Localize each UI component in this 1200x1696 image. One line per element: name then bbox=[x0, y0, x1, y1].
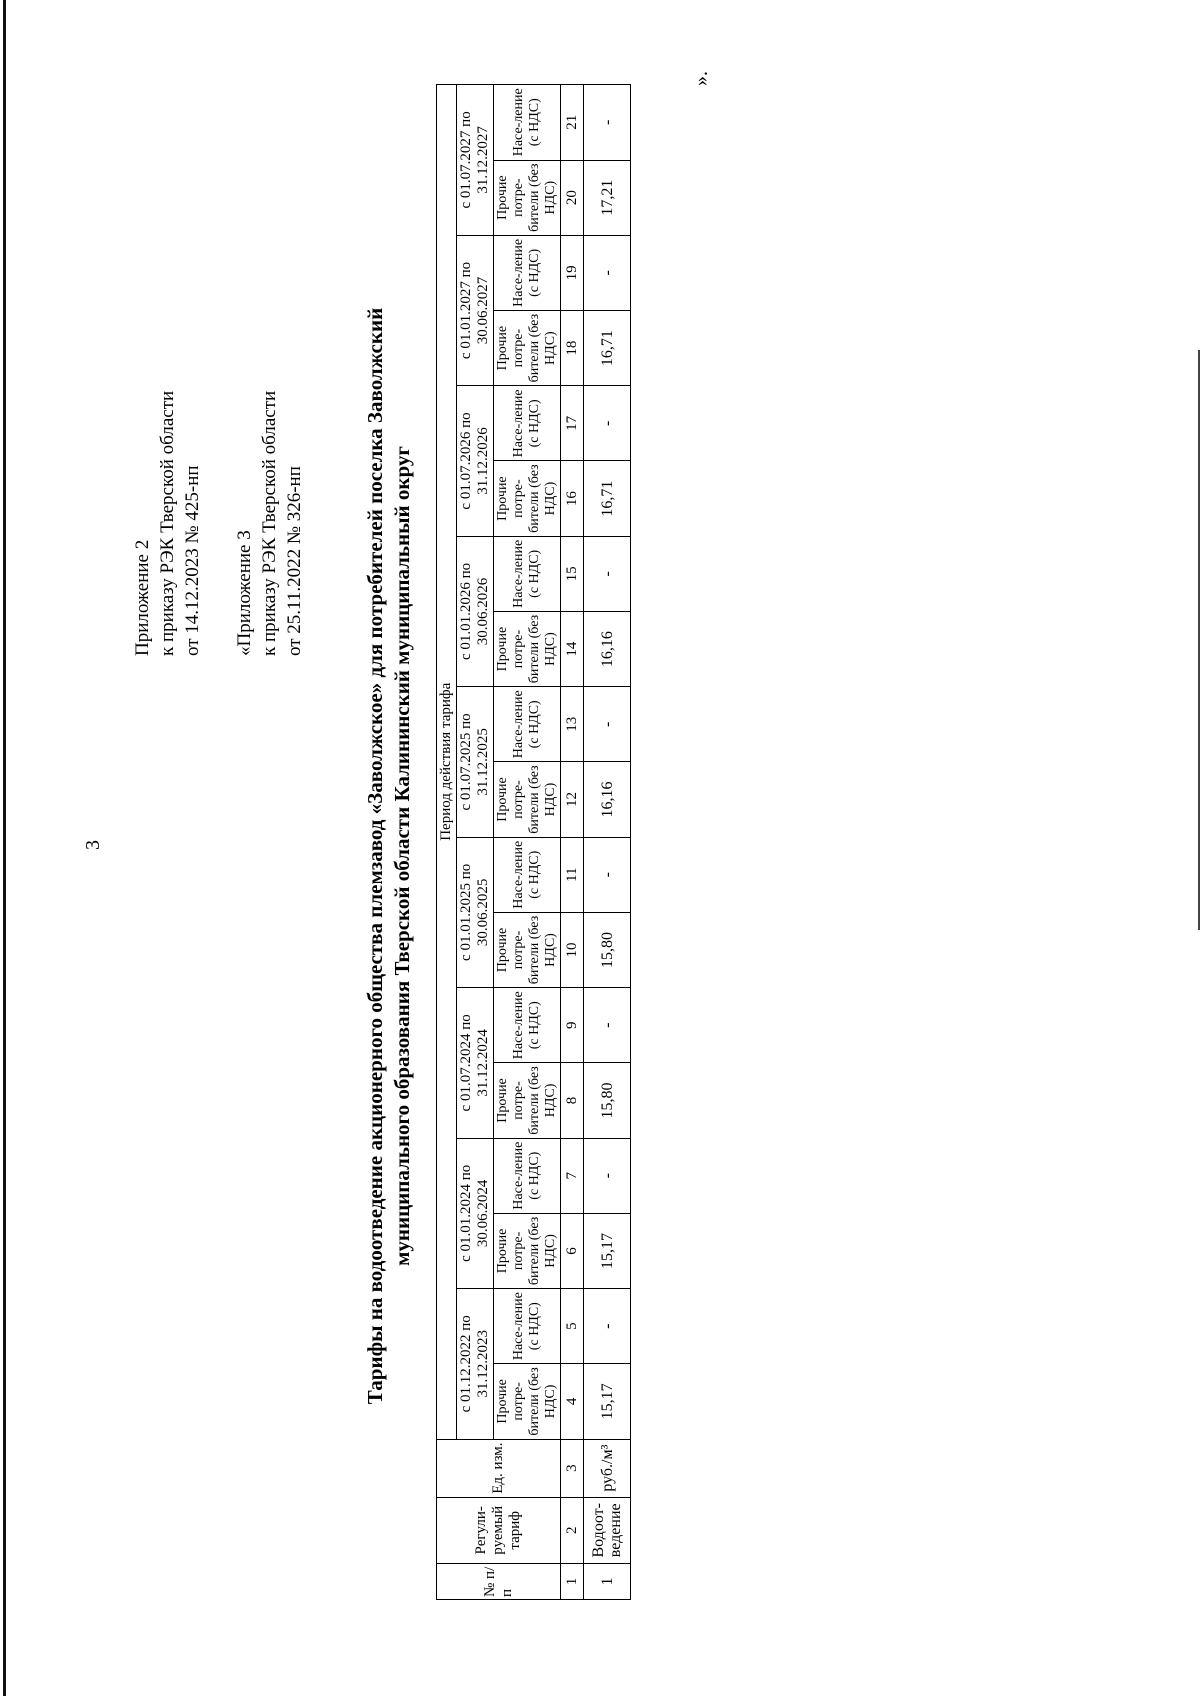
col-header-tariff: Регули-руемый тариф bbox=[437, 1497, 561, 1563]
tariff-value-cell: 15,80 bbox=[584, 1063, 631, 1138]
appendix-previous-line: «Приложение 3 bbox=[234, 530, 255, 656]
tariff-value-cell: 16,16 bbox=[584, 762, 631, 837]
column-number-cell: 11 bbox=[561, 837, 584, 912]
tariff-value-cell: - bbox=[584, 536, 631, 611]
appendix-current-line: от 14.12.2023 № 425-нп bbox=[182, 465, 203, 656]
tariff-value-cell: - bbox=[584, 837, 631, 912]
tariff-table bbox=[436, 84, 631, 1600]
consumer-population-header: Насе-ление (с НДС) bbox=[494, 687, 561, 762]
column-number-cell: 4 bbox=[561, 1364, 584, 1439]
appendix-previous-block bbox=[232, 391, 307, 656]
appendix-current-line: к приказу РЭК Тверской области bbox=[157, 390, 178, 656]
title-line: Тарифы на водоотведение акционерного общества племзавод «Заволжское» для потребителей поселка Заволжский bbox=[363, 307, 387, 1405]
header-row-dates bbox=[457, 85, 494, 1600]
tariff-value-cell: 16,71 bbox=[584, 311, 631, 386]
consumer-population-header: Насе-ление (с НДС) bbox=[494, 988, 561, 1063]
period-range-header: с 01.01.2025 по 30.06.2025 bbox=[457, 837, 494, 987]
consumer-other-header: Прочие потре-бители (без НДС) bbox=[494, 1364, 561, 1439]
consumer-other-header: Прочие потре-бители (без НДС) bbox=[494, 762, 561, 837]
column-number-cell: 7 bbox=[561, 1138, 584, 1213]
table-row bbox=[584, 85, 631, 1600]
column-number-cell: 5 bbox=[561, 1289, 584, 1364]
column-number-cell: 17 bbox=[561, 386, 584, 461]
consumer-other-header: Прочие потре-бители (без НДС) bbox=[494, 1213, 561, 1288]
tariff-value-cell: 15,17 bbox=[584, 1213, 631, 1288]
column-number-cell: 1 bbox=[561, 1563, 584, 1599]
consumer-population-header: Насе-ление (с НДС) bbox=[494, 85, 561, 161]
column-number-cell: 14 bbox=[561, 611, 584, 686]
consumer-other-header: Прочие потре-бители (без НДС) bbox=[494, 461, 561, 536]
period-range-header: с 01.07.2024 по 31.12.2024 bbox=[457, 988, 494, 1138]
header-row-consumers bbox=[494, 85, 561, 1600]
column-number-cell: 8 bbox=[561, 1063, 584, 1138]
tariff-value-cell: 16,16 bbox=[584, 611, 631, 686]
tariff-value-cell: - bbox=[584, 988, 631, 1063]
appendix-previous-line: к приказу РЭК Тверской области bbox=[259, 390, 280, 656]
column-number-cell: 18 bbox=[561, 311, 584, 386]
tariff-value-cell: - bbox=[584, 235, 631, 310]
tariff-value-cell: 16,71 bbox=[584, 461, 631, 536]
appendix-current-block bbox=[130, 391, 205, 656]
column-number-cell: 2 bbox=[561, 1497, 584, 1563]
consumer-other-header: Прочие потре-бители (без НДС) bbox=[494, 912, 561, 987]
column-number-cell: 12 bbox=[561, 762, 584, 837]
consumer-population-header: Насе-ление (с НДС) bbox=[494, 837, 561, 912]
consumer-population-header: Насе-ление (с НДС) bbox=[494, 536, 561, 611]
column-number-cell: 9 bbox=[561, 988, 584, 1063]
period-range-header: с 01.07.2027 по 31.12.2027 bbox=[457, 85, 494, 236]
header-row-period bbox=[437, 85, 457, 1600]
consumer-population-header: Насе-ление (с НДС) bbox=[494, 235, 561, 310]
tariff-value-cell: 15,80 bbox=[584, 912, 631, 987]
tariff-value-cell: - bbox=[584, 1138, 631, 1213]
consumer-population-header: Насе-ление (с НДС) bbox=[494, 1289, 561, 1364]
period-range-header: с 01.07.2025 по 31.12.2025 bbox=[457, 687, 494, 837]
page-number: 3 bbox=[82, 840, 104, 850]
period-range-header: с 01.01.2026 по 30.06.2026 bbox=[457, 536, 494, 686]
consumer-other-header: Прочие потре-бители (без НДС) bbox=[494, 611, 561, 686]
tariff-value-cell: 17,21 bbox=[584, 160, 631, 235]
appendix-previous-line: от 25.11.2022 № 326-нп bbox=[284, 466, 305, 656]
period-range-header: с 01.07.2026 по 31.12.2026 bbox=[457, 386, 494, 536]
row-num-cell: 1 bbox=[584, 1563, 631, 1599]
column-number-cell: 19 bbox=[561, 235, 584, 310]
tariff-value-cell: 15,17 bbox=[584, 1364, 631, 1439]
consumer-population-header: Насе-ление (с НДС) bbox=[494, 386, 561, 461]
column-number-row bbox=[561, 85, 584, 1600]
consumer-other-header: Прочие потре-бители (без НДС) bbox=[494, 1063, 561, 1138]
tariff-value-cell: - bbox=[584, 1289, 631, 1364]
consumer-other-header: Прочие потре-бители (без НДС) bbox=[494, 160, 561, 235]
document-title bbox=[362, 166, 416, 1546]
column-number-cell: 10 bbox=[561, 912, 584, 987]
col-header-period: Период действия тарифа bbox=[437, 85, 457, 1440]
period-range-header: с 01.01.2024 по 30.06.2024 bbox=[457, 1138, 494, 1288]
col-header-num: № п/п bbox=[437, 1563, 561, 1599]
period-range-header: с 01.12.2022 по 31.12.2023 bbox=[457, 1289, 494, 1439]
column-number-cell: 20 bbox=[561, 160, 584, 235]
column-number-cell: 16 bbox=[561, 461, 584, 536]
title-line: муниципального образования Тверской области Калининский муниципальный округ bbox=[390, 446, 414, 1266]
consumer-population-header: Насе-ление (с НДС) bbox=[494, 1138, 561, 1213]
col-header-unit: Ед. изм. bbox=[437, 1439, 561, 1497]
column-number-cell: 21 bbox=[561, 85, 584, 161]
period-range-header: с 01.01.2027 по 30.06.2027 bbox=[457, 235, 494, 385]
row-unit-cell: руб./м³ bbox=[584, 1439, 631, 1497]
column-number-cell: 6 bbox=[561, 1213, 584, 1288]
closing-quote: ». bbox=[690, 71, 712, 86]
column-number-cell: 13 bbox=[561, 687, 584, 762]
row-tariff-cell: Водоот-ведение bbox=[584, 1497, 631, 1563]
column-number-cell: 3 bbox=[561, 1439, 584, 1497]
consumer-other-header: Прочие потре-бители (без НДС) bbox=[494, 311, 561, 386]
tariff-value-cell: - bbox=[584, 85, 631, 161]
tariff-value-cell: - bbox=[584, 386, 631, 461]
tariff-value-cell: - bbox=[584, 687, 631, 762]
appendix-current-line: Приложение 2 bbox=[132, 539, 153, 656]
column-number-cell: 15 bbox=[561, 536, 584, 611]
